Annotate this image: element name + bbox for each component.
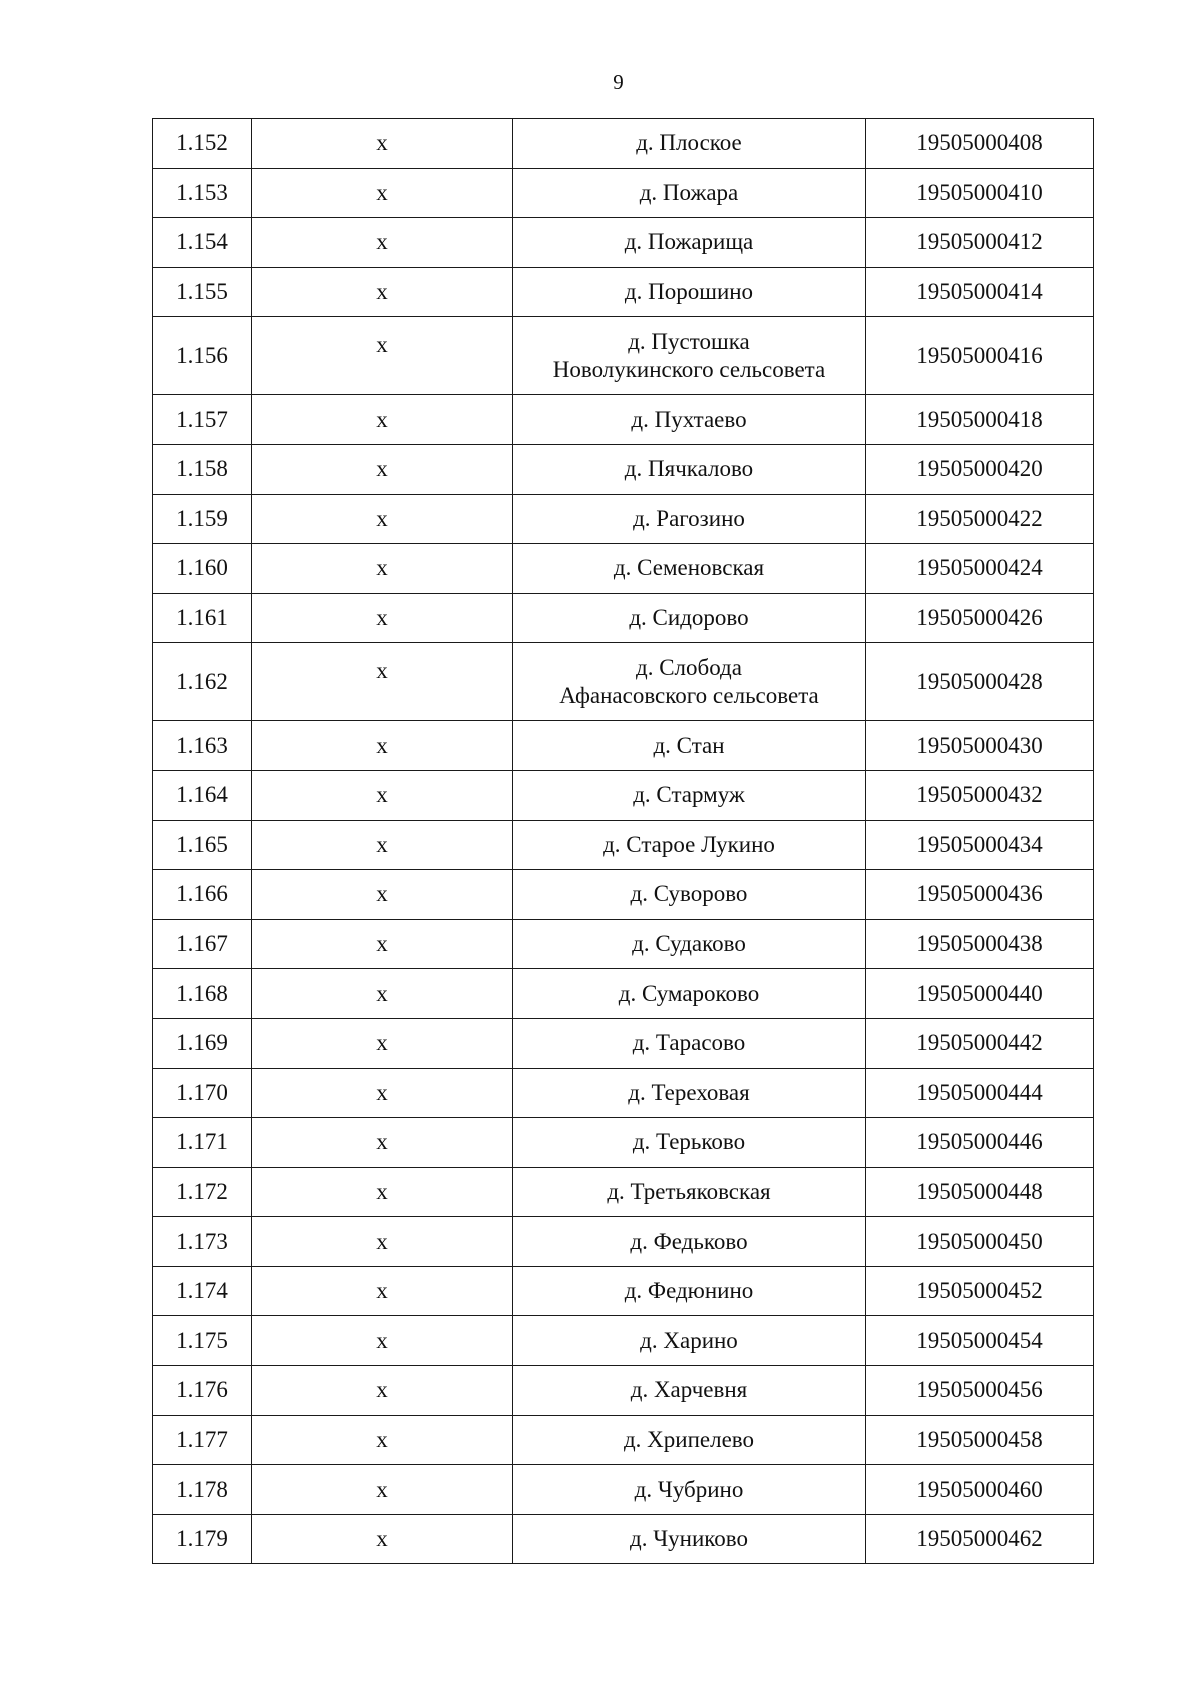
oktmo-code-cell: 19505000424 [866, 544, 1094, 594]
row-mark-cell: x [252, 444, 513, 494]
settlement-council-line: Афанасовского сельсовета [559, 682, 819, 708]
row-number-cell: 1.172 [153, 1167, 252, 1217]
settlement-name-cell: д. Харчевня [513, 1366, 866, 1416]
settlement-name-cell: д. Тереховая [513, 1068, 866, 1118]
row-mark-cell: x [252, 593, 513, 643]
row-number-cell: 1.175 [153, 1316, 252, 1366]
row-mark-cell: x [252, 1316, 513, 1366]
settlement-name-cell: д. Сумароково [513, 969, 866, 1019]
settlement-name-cell: д. Хрипелево [513, 1415, 866, 1465]
oktmo-code-cell: 19505000420 [866, 444, 1094, 494]
oktmo-code-cell: 19505000422 [866, 494, 1094, 544]
oktmo-code-cell: 19505000450 [866, 1217, 1094, 1267]
table-row [153, 1266, 1094, 1316]
table-row [153, 317, 1094, 395]
table-row [153, 969, 1094, 1019]
oktmo-code-cell: 19505000442 [866, 1018, 1094, 1068]
row-number-cell: 1.178 [153, 1465, 252, 1515]
table-row [153, 820, 1094, 870]
settlement-name-cell: д. Суворово [513, 870, 866, 920]
settlement-council-line: Новолукинского сельсовета [552, 356, 826, 382]
oktmo-code-cell: 19505000432 [866, 770, 1094, 820]
oktmo-code-cell: 19505000460 [866, 1465, 1094, 1515]
row-number-cell: 1.179 [153, 1514, 252, 1564]
settlement-name-cell: д. Харино [513, 1316, 866, 1366]
row-number-cell: 1.176 [153, 1366, 252, 1416]
row-mark-cell: x [252, 1415, 513, 1465]
row-number-cell: 1.163 [153, 721, 252, 771]
oktmo-code-cell: 19505000428 [866, 643, 1094, 721]
row-mark-cell: x [252, 544, 513, 594]
settlement-name-cell: д. Стан [513, 721, 866, 771]
oktmo-code-cell: 19505000444 [866, 1068, 1094, 1118]
table-row [153, 395, 1094, 445]
settlement-name-cell: д. Судаково [513, 919, 866, 969]
row-number-cell: 1.164 [153, 770, 252, 820]
settlement-name-cell: д. Пухтаево [513, 395, 866, 445]
settlement-name-cell: д. Чубрино [513, 1465, 866, 1515]
settlement-name-cell: д. Терьково [513, 1118, 866, 1168]
row-mark-cell: x [252, 721, 513, 771]
row-mark-cell: x [252, 1217, 513, 1267]
row-number-cell: 1.166 [153, 870, 252, 920]
row-mark-cell: x [252, 494, 513, 544]
row-number-cell: 1.158 [153, 444, 252, 494]
row-mark-cell: x [252, 1068, 513, 1118]
settlement-name-cell: д. Третьяковская [513, 1167, 866, 1217]
row-mark-cell: x [252, 218, 513, 268]
row-mark-cell: x [252, 395, 513, 445]
oktmo-code-cell: 19505000416 [866, 317, 1094, 395]
table-row [153, 267, 1094, 317]
table-row [153, 870, 1094, 920]
row-number-cell: 1.168 [153, 969, 252, 1019]
table-row [153, 1465, 1094, 1515]
row-mark-cell: x [252, 770, 513, 820]
settlement-name-cell: д. Стармуж [513, 770, 866, 820]
table-row [153, 1366, 1094, 1416]
page-number: 9 [613, 70, 624, 94]
settlement-name-cell: д. Тарасово [513, 1018, 866, 1068]
table-row [153, 218, 1094, 268]
table-row [153, 1514, 1094, 1564]
row-mark-cell: x [252, 969, 513, 1019]
row-number-cell: 1.160 [153, 544, 252, 594]
oktmo-code-cell: 19505000426 [866, 593, 1094, 643]
settlement-name-line: д. Слобода [636, 654, 742, 680]
table-row [153, 168, 1094, 218]
table-row [153, 1316, 1094, 1366]
settlement-name-cell: д. Рагозино [513, 494, 866, 544]
row-mark-cell: x [252, 919, 513, 969]
oktmo-code-cell: 19505000456 [866, 1366, 1094, 1416]
table-row [153, 1018, 1094, 1068]
row-number-cell: 1.153 [153, 168, 252, 218]
settlement-name-cell [513, 317, 866, 395]
oktmo-code-cell: 19505000448 [866, 1167, 1094, 1217]
row-mark-cell: x [252, 1167, 513, 1217]
row-number-cell: 1.162 [153, 643, 252, 721]
oktmo-code-cell: 19505000410 [866, 168, 1094, 218]
row-mark-cell: x [252, 1514, 513, 1564]
row-mark-cell: x [252, 1465, 513, 1515]
row-mark-cell: x [252, 1266, 513, 1316]
oktmo-code-cell: 19505000436 [866, 870, 1094, 920]
table-row [153, 544, 1094, 594]
row-mark-cell: x [252, 1366, 513, 1416]
oktmo-code-cell: 19505000408 [866, 119, 1094, 169]
row-mark-cell: x [252, 168, 513, 218]
oktmo-code-cell: 19505000462 [866, 1514, 1094, 1564]
oktmo-code-cell: 19505000414 [866, 267, 1094, 317]
oktmo-code-cell: 19505000446 [866, 1118, 1094, 1168]
table-row [153, 721, 1094, 771]
oktmo-code-cell: 19505000438 [866, 919, 1094, 969]
row-mark-cell: x [252, 1018, 513, 1068]
settlement-name-cell: д. Старое Лукино [513, 820, 866, 870]
settlement-name-line: д. Пустошка [628, 328, 750, 354]
settlement-name-cell: д. Плоское [513, 119, 866, 169]
oktmo-code-cell: 19505000440 [866, 969, 1094, 1019]
row-number-cell: 1.155 [153, 267, 252, 317]
oktmo-code-cell: 19505000434 [866, 820, 1094, 870]
row-number-cell: 1.165 [153, 820, 252, 870]
table-row [153, 494, 1094, 544]
oktmo-code-cell: 19505000418 [866, 395, 1094, 445]
settlements-table [152, 118, 1094, 1564]
row-number-cell: 1.171 [153, 1118, 252, 1168]
table-row [153, 1068, 1094, 1118]
row-mark-cell: x [252, 1118, 513, 1168]
row-number-cell: 1.159 [153, 494, 252, 544]
oktmo-code-cell: 19505000452 [866, 1266, 1094, 1316]
settlement-name-cell: д. Пожара [513, 168, 866, 218]
row-number-cell: 1.174 [153, 1266, 252, 1316]
settlement-name-cell: д. Семеновская [513, 544, 866, 594]
table-row [153, 770, 1094, 820]
oktmo-code-cell: 19505000458 [866, 1415, 1094, 1465]
row-mark-cell: x [252, 820, 513, 870]
table-row [153, 444, 1094, 494]
settlement-name-cell: д. Порошино [513, 267, 866, 317]
table-row [153, 1167, 1094, 1217]
table-row [153, 1217, 1094, 1267]
row-mark-cell: x [252, 870, 513, 920]
oktmo-code-cell: 19505000430 [866, 721, 1094, 771]
row-number-cell: 1.167 [153, 919, 252, 969]
table-row [153, 119, 1094, 169]
row-number-cell: 1.170 [153, 1068, 252, 1118]
settlement-name-cell: д. Федюнино [513, 1266, 866, 1316]
table-row [153, 643, 1094, 721]
settlement-name-cell: д. Федьково [513, 1217, 866, 1267]
table-row [153, 593, 1094, 643]
settlement-name-cell: д. Чуниково [513, 1514, 866, 1564]
row-mark-cell: x [252, 119, 513, 169]
settlement-name-cell [513, 643, 866, 721]
row-mark-cell: x [252, 643, 513, 721]
table-body [153, 119, 1094, 1564]
table-row [153, 919, 1094, 969]
settlement-name-cell: д. Сидорово [513, 593, 866, 643]
row-mark-cell: x [252, 317, 513, 395]
settlement-name-cell: д. Пячкалово [513, 444, 866, 494]
row-number-cell: 1.177 [153, 1415, 252, 1465]
oktmo-code-cell: 19505000412 [866, 218, 1094, 268]
oktmo-code-cell: 19505000454 [866, 1316, 1094, 1366]
settlement-name-cell: д. Пожарища [513, 218, 866, 268]
row-number-cell: 1.161 [153, 593, 252, 643]
row-number-cell: 1.169 [153, 1018, 252, 1068]
row-number-cell: 1.152 [153, 119, 252, 169]
row-number-cell: 1.154 [153, 218, 252, 268]
row-mark-cell: x [252, 267, 513, 317]
row-number-cell: 1.156 [153, 317, 252, 395]
row-number-cell: 1.173 [153, 1217, 252, 1267]
table-row [153, 1118, 1094, 1168]
row-number-cell: 1.157 [153, 395, 252, 445]
table-row [153, 1415, 1094, 1465]
